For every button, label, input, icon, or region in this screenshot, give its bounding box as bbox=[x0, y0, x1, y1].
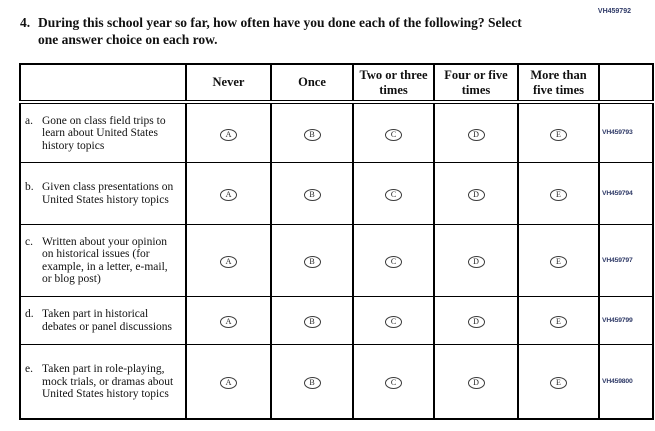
row-stem bbox=[20, 102, 186, 162]
answer-bubble-a[interactable]: A bbox=[220, 189, 237, 201]
row-text: Taken part in historical debates or panel discussions bbox=[42, 308, 172, 333]
row-stem bbox=[20, 224, 186, 296]
answer-bubble-d[interactable]: D bbox=[468, 189, 485, 201]
answer-bubble-e[interactable]: E bbox=[550, 189, 567, 201]
question-text-line2: one answer choice on each row. bbox=[38, 32, 218, 47]
column-header-more-than-five: More than five times bbox=[518, 64, 599, 102]
answer-bubble-c[interactable]: C bbox=[385, 377, 402, 389]
answer-bubble-b[interactable]: B bbox=[304, 377, 321, 389]
row-letter: d. bbox=[25, 308, 34, 320]
table-row bbox=[20, 344, 653, 419]
table-row bbox=[20, 224, 653, 296]
answer-bubble-d[interactable]: D bbox=[468, 129, 485, 141]
answer-bubble-d[interactable]: D bbox=[468, 377, 485, 389]
row-code: VH459797 bbox=[599, 224, 653, 296]
row-letter: a. bbox=[25, 114, 33, 127]
answer-bubble-b[interactable]: B bbox=[304, 129, 321, 141]
answer-bubble-a[interactable]: A bbox=[220, 256, 237, 268]
answer-bubble-a[interactable]: A bbox=[220, 129, 237, 141]
row-stem bbox=[20, 162, 186, 224]
row-stem bbox=[20, 344, 186, 419]
answer-bubble-d[interactable]: D bbox=[468, 316, 485, 328]
row-code: VH459800 bbox=[599, 344, 653, 419]
answer-bubble-a[interactable]: A bbox=[220, 316, 237, 328]
row-text: Written about your opinion on historical issues (for example, in a letter, e-mail, or blog post) bbox=[42, 235, 168, 285]
answer-bubble-b[interactable]: B bbox=[304, 189, 321, 201]
question-text-line1: During this school year so far, how often have you done each of the following? Select bbox=[38, 15, 522, 30]
question-block bbox=[20, 14, 598, 48]
answer-bubble-c[interactable]: C bbox=[385, 129, 402, 141]
answer-bubble-e[interactable]: E bbox=[550, 129, 567, 141]
frequency-table bbox=[19, 63, 654, 420]
row-code: VH459794 bbox=[599, 162, 653, 224]
code-header-cell bbox=[599, 64, 653, 102]
stem-header-cell bbox=[20, 64, 186, 102]
column-header-two-or-three: Two or three times bbox=[353, 64, 434, 102]
answer-bubble-e[interactable]: E bbox=[550, 377, 567, 389]
answer-bubble-b[interactable]: B bbox=[304, 256, 321, 268]
page-form-code: VH459792 bbox=[597, 8, 631, 15]
answer-bubble-c[interactable]: C bbox=[385, 316, 402, 328]
row-code: VH459793 bbox=[599, 102, 653, 162]
answer-bubble-c[interactable]: C bbox=[385, 256, 402, 268]
answer-bubble-a[interactable]: A bbox=[220, 377, 237, 389]
column-header-once: Once bbox=[271, 64, 353, 102]
row-stem bbox=[20, 296, 186, 344]
answer-bubble-e[interactable]: E bbox=[550, 316, 567, 328]
row-text: Taken part in role-playing, mock trials, or dramas about United States history topics bbox=[42, 363, 174, 400]
row-letter: b. bbox=[25, 181, 34, 193]
answer-bubble-d[interactable]: D bbox=[468, 256, 485, 268]
answer-bubble-e[interactable]: E bbox=[550, 256, 567, 268]
question-number: 4. bbox=[20, 15, 31, 30]
header-row bbox=[20, 64, 653, 102]
column-header-four-or-five: Four or five times bbox=[434, 64, 518, 102]
row-text: Given class presentations on United States history topics bbox=[42, 181, 174, 206]
column-header-never: Never bbox=[186, 64, 271, 102]
row-letter: e. bbox=[25, 363, 33, 375]
table-row bbox=[20, 102, 653, 162]
answer-bubble-b[interactable]: B bbox=[304, 316, 321, 328]
table-row bbox=[20, 296, 653, 344]
answer-bubble-c[interactable]: C bbox=[385, 189, 402, 201]
row-letter: c. bbox=[25, 235, 33, 248]
row-text: Gone on class field trips to learn about United States history topics bbox=[42, 114, 166, 152]
row-code: VH459799 bbox=[599, 296, 653, 344]
table-row bbox=[20, 162, 653, 224]
